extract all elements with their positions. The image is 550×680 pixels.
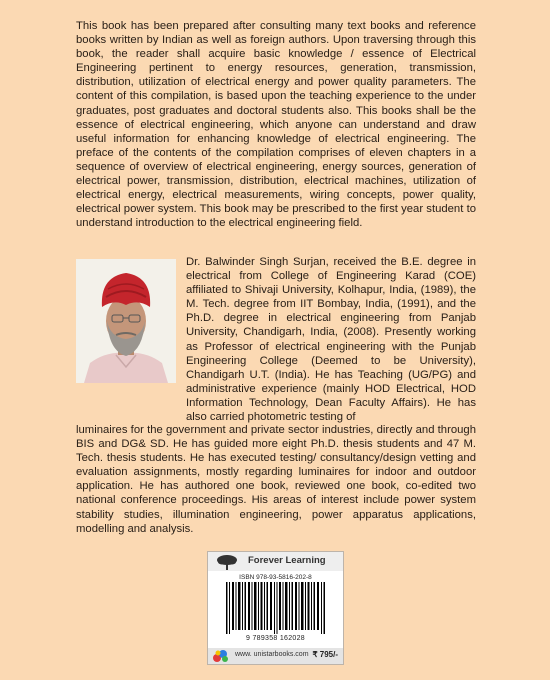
author-photo (76, 259, 176, 383)
author-bio-top: Dr. Balwinder Singh Surjan, received the B.E. degree in electrical from College of Engineering Karad (COE) affiliated to Shivaji University, Kolhapur, India, (1989), the M. Tech. degree from IIT Bombay, India, (1991), and the Ph.D. degree in electrical engineering from Panjab University, Chandigarh, India, (2008). Presently working as Professor of electrical engineering with the Punjab Engineering College (Deemed to be University), Chandigarh U.T. (India). He has Teaching (UG/PG) and administrative experience (mainly HOD Electrical, HOD Information Technology, Dean Faculty Affairs). He has also carried photometric testing of (186, 256, 476, 424)
publisher-url: www. unistarbooks.com (235, 651, 309, 658)
publisher-footer (208, 648, 343, 664)
publisher-logo-icon (212, 649, 230, 663)
price-label: ₹ 795/- (312, 650, 338, 659)
barcode-panel (207, 551, 344, 665)
isbn-label: ISBN 978-93-5816-202-8 (239, 574, 312, 581)
barcode-icon (226, 582, 326, 634)
barcode-number: 9 789358 162028 (246, 635, 305, 642)
tree-logo-icon (216, 554, 238, 570)
back-cover-blurb: This book has been prepared after consulting many text books and reference books written by Indian as well as foreign authors. Upon traversing through this book, the reader shall acquire basic knowledge / essence of Electrical Engineering pertinent to energy resources, generation, transmission, distribution, utilization of electrical energy and power quality parameters. The content of this compilation, is based upon the teaching experience to the under graduates, post graduates and doctoral students also. This books shall be the essence of electrical engineering, which anyone can understand and draw useful information for enhancing knowledge of electrical engineering. The preface of the contents of the compilation comprises of eleven chapters in a sequence of overview of electrical engineering, energy sources, generation of electrical power, transmission, distribution, electrical machines, utilization of electrical energy, electrical measurements, wiring concepts, power quality, electrical power system. This book may be prescribed to the first year student to understand introduction to the electrical engineering field. (76, 20, 476, 230)
author-bio-bottom: luminaires for the government and private sector industries, directly and through BIS and DG& SD. He has guided more eight Ph.D. thesis students and 47 M. Tech. thesis students. He has executed testing/ consultancy/design vetting and evaluation assignments, mostly regarding luminaires for indoor and outdoor application. He has authored one book, reviewed one book, co-edited two national conference proceedings. His areas of interest include power system stability studies, illumination engineering, power apparatus applications, modelling and analysis. (76, 424, 476, 535)
series-label: Forever Learning (248, 555, 326, 566)
barcode-header (208, 552, 343, 571)
